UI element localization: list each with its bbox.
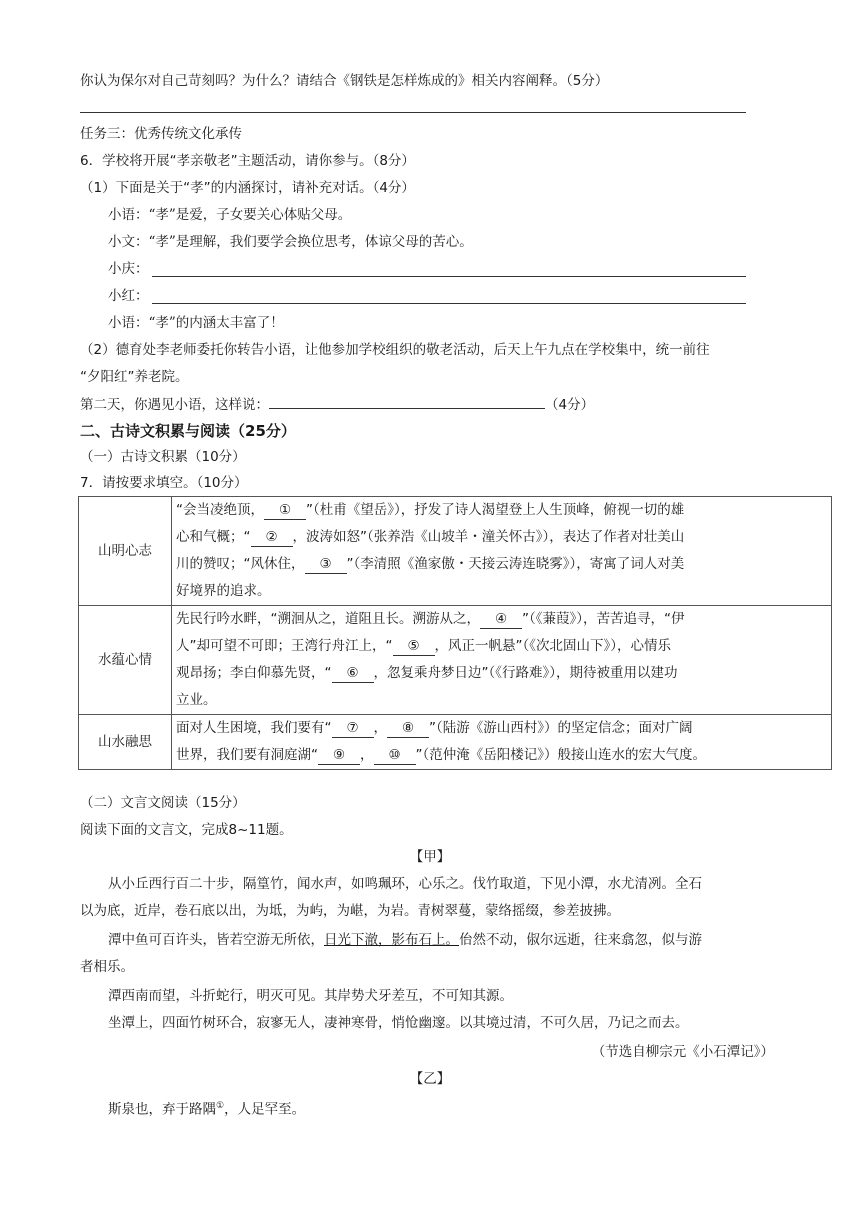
poem-line [176,715,827,742]
poem-text: 心和气概；“ [176,529,251,545]
poem-text: ，风正一帆悬”（《次北固山下》），心情乐 [434,638,671,654]
jia-p4: 坐潭上，四面竹树环合，寂寥无人，凄神寒骨，悄怆幽邃。以其境过清，不可久居，乃记之而去。 [108,1015,689,1031]
poem-text: ”（陆游《游山西村》）的坚定信念；面对广阔 [429,720,693,736]
jia-p2-underlined: 日光下澈，影布石上。 [324,932,459,948]
fill-blank[interactable]: ⑥ [332,664,374,683]
dialog-xiaoyu-2: 小语：“孝”的内涵太丰富了！ [108,315,284,331]
poem-line [176,606,827,633]
poem-line [176,633,827,660]
yi-p1 [108,1095,860,1121]
dialog-xiaowen: 小文：“孝”是理解，我们要学会换位思考，体谅父母的苦心。 [108,234,473,250]
poem-text: ”（李清照《渔家傲・天接云涛连晓雾》），寄寓了词人对美 [346,556,685,572]
q6-answer-blank[interactable] [269,393,545,409]
q6-sub1: （1）下面是关于“孝”的内涵探讨，请补充对话。（4分） [80,180,415,196]
poem-text: ”（范仲淹《岳阳楼记》）般接山连水的宏大气度。 [415,747,706,763]
q6-sub2-line1: （2）德育处李老师委托你转告小语，让他参加学校组织的敬老活动，后天上午九点在学校集中，统一前往 [80,342,710,358]
jia-source: （节选自柳宗元《小石潭记》） [591,1044,774,1060]
jia-p3: 潭西南而望，斗折蛇行，明灭可见。其岸势犬牙差互，不可知其源。 [108,988,513,1004]
xiaohong-answer-line[interactable] [152,303,746,304]
reading-intro: 阅读下面的文言文，完成8~11题。 [80,822,293,838]
fill-blank[interactable]: ⑤ [393,637,435,656]
section2-part2: （二）文言文阅读（15分） [80,795,246,811]
jia-p1-line2: 以为底，近岸，卷石底以出，为坻，为屿，为嵁，为岩。青树翠蔓，蒙络摇缀，参差披拂。 [80,903,620,919]
yi-p1-text: 斯泉也，弃于路隅 [108,1101,216,1118]
dialog-xiaoyu-1: 小语：“孝”是爱，子女要关心体贴父母。 [108,207,352,223]
poem-category: 山明心志 [79,497,172,606]
q5-answer-line[interactable] [80,112,746,113]
poem-text: ，波涛如怒”（张养浩《山坡羊・潼关怀古》），表达了作者对壮美山 [292,529,685,545]
poem-text: “会当凌绝顶， [176,502,264,518]
footnote-marker: ① [216,1101,225,1111]
poem-category: 水蕴心情 [79,606,172,715]
poem-text: 面对人生困境，我们要有“ [176,720,332,736]
jia-p2-line1 [108,929,860,951]
poem-text: 立业。 [176,692,217,708]
xiaoqing-answer-line[interactable] [152,276,746,277]
poem-text: ”（杜甫《望岳》），抒发了诗人渴望登上人生顶峰，俯视一切的雄 [306,502,685,518]
poem-text: 人”却可望不可即；王湾行舟江上，“ [176,638,393,654]
yi-p1-text-b: ，人足罕至。 [224,1101,306,1118]
section2-part1: （一）古诗文积累（10分） [80,449,246,465]
q5-prompt: 你认为保尔对自己苛刻吗？为什么？请结合《钢铁是怎样炼成的》相关内容阐释。（5分） [80,73,609,89]
jia-p2-line2: 者相乐。 [80,959,134,975]
poem-text: ， [373,720,387,736]
jia-p2-part-a: 潭中鱼可百许头，皆若空游无所依， [108,932,324,948]
section2-title: 二、古诗文积累与阅读（25分） [80,422,296,440]
fill-blank[interactable]: ⑩ [374,746,416,765]
fill-blank[interactable]: ③ [305,555,347,574]
poem-category: 山水融思 [79,715,172,770]
poem-line [176,578,827,605]
poem-text: ，忽复乘舟梦日边”（《行路难》），期待被重用以建功 [373,665,678,681]
yi-label: 【乙】 [409,1071,451,1087]
poem-text: ， [360,747,374,763]
poem-row [79,606,832,715]
poem-text: 好境界的追求。 [176,583,271,599]
dialog-xiaoqing-label: 小庆： [108,261,149,277]
poem-text: ”（《蒹葭》），苦苦追寻，“伊 [522,611,685,627]
poem-line [176,660,827,687]
jia-label: 【甲】 [409,849,451,865]
task3-title: 任务三：优秀传统文化承传 [80,126,242,142]
fill-blank[interactable]: ⑨ [318,746,360,765]
answer-score: （4分） [545,397,595,413]
jia-p2-part-b: 佁然不动，俶尔远逝，往来翕忽，似与游 [459,932,702,948]
poem-row [79,715,832,770]
fill-blank[interactable]: ① [264,501,306,520]
poem-content [172,606,832,715]
poem-line [176,497,827,524]
poem-content [172,715,832,770]
poem-line [176,551,827,578]
poem-row [79,497,832,606]
answer-prefix: 第二天，你遇见小语，这样说： [80,397,269,413]
poem-text: 川的赞叹；“风休住， [176,556,305,572]
fill-blank[interactable]: ② [251,528,293,547]
fill-blank[interactable]: ⑦ [332,719,374,738]
poem-text: 世界，我们要有洞庭湖“ [176,747,318,763]
poem-line [176,687,827,714]
poem-text: 观昂扬；李白仰慕先贤，“ [176,665,332,681]
q6-stem: 6．学校将开展“孝亲敬老”主题活动，请你参与。（8分） [80,153,415,169]
q6-answer-row [80,393,860,416]
poem-content [172,497,832,606]
q6-sub2-line2: “夕阳红”养老院。 [80,369,189,385]
poem-text: 先民行吟水畔，“溯洄从之，道阻且长。溯游从之， [176,611,480,627]
poem-line [176,742,827,769]
fill-blank[interactable]: ⑧ [387,719,429,738]
poetry-fill-table [78,496,832,770]
fill-blank[interactable]: ④ [480,610,522,629]
jia-p1-line1: 从小丘西行百二十步，隔篁竹，闻水声，如鸣珮环，心乐之。伐竹取道，下见小潭，水尤清冽。全石 [108,876,702,892]
dialog-xiaohong-label: 小红： [108,288,149,304]
q7-stem: 7．请按要求填空。（10分） [80,475,248,491]
poem-line [176,524,827,551]
